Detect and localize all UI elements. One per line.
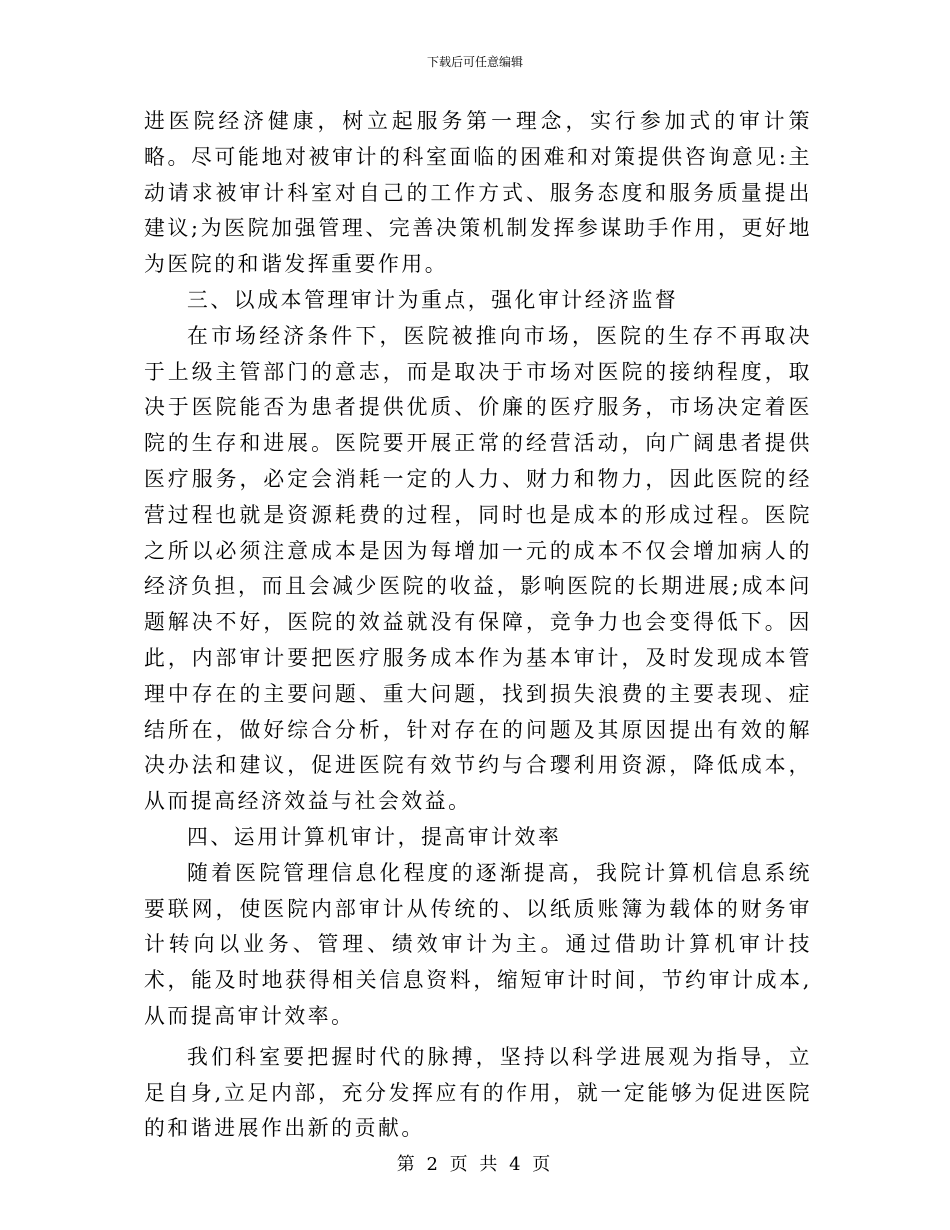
paragraph-computer-audit: 随着医院管理信息化程度的逐渐提高，我院计算机信息系统要联网，使医院内部审计从传统的、以纸质账簿为载体的财务审计转向以业务、管理、绩效审计为主。通过借助计算机审计技术，能及时地获得相关信息资料，缩短审计时间，节约审计成本,从而提高审计效率。 — [144, 860, 812, 1028]
page-header: 下载后可任意编辑 — [426, 55, 523, 69]
paragraph-cost-audit: 在市场经济条件下，医院被推向市场，医院的生存不再取决于上级主管部门的意志，而是取决于市场对医院的接纳程度，取决于医院能否为患者提供优质、价廉的医疗服务，市场决定着医院的生存和进展。医院要开展正常的经营活动，向广阔患者提供医疗服务，必定会消耗一定的人力、财力和物力，因此医院的经营过程也就是资源耗费的过程，同时也是成本的形成过程。医院之所以必须注意成本是因为每增加一元的成本不仅会增加病人的经济负担，而且会减少医院的收益，影响医院的长期进展;成本问题解决不好，医院的效益就没有保障，竞争力也会变得低下。因此，内部审计要把医疗服务成本作为基本审计，及时发现成本管理中存在的主要问题、重大问题，找到损失浪费的主要表现、症结所在，做好综合分析，针对存在的问题及其原因提出有效的解决办法和建议，促进医院有效节约与合璎利用资源，降低成本，从而提高经济效益与社会效益。 — [144, 323, 812, 814]
paragraph-conclusion: 我们科室要把握时代的脉搏，坚持以科学进展观为指导，立足自身,立足内部，充分发挥应有的作用，就一定能够为促进医院的和谐进展作出新的贡献。 — [144, 1044, 812, 1141]
section-heading-4: 四、运用计算机审计，提高审计效率 — [187, 824, 562, 849]
section-heading-3: 三、以成本管理审计为重点，强化审计经济监督 — [187, 287, 679, 312]
document-body — [144, 104, 812, 1147]
page-number: 第 2 页 共 4 页 — [396, 1154, 554, 1175]
paragraph-continued: 进医院经济健康，树立起服务第一理念，实行参加式的审计策略。尽可能地对被审计的科室面临的困难和对策提供咨询意见:主动请求被审计科室对自己的工作方式、服务态度和服务质量提出建议;为医院加强管理、完善决策机制发挥参谋助手作用，更好地为医院的和谐发挥重要作用。 — [144, 109, 812, 277]
